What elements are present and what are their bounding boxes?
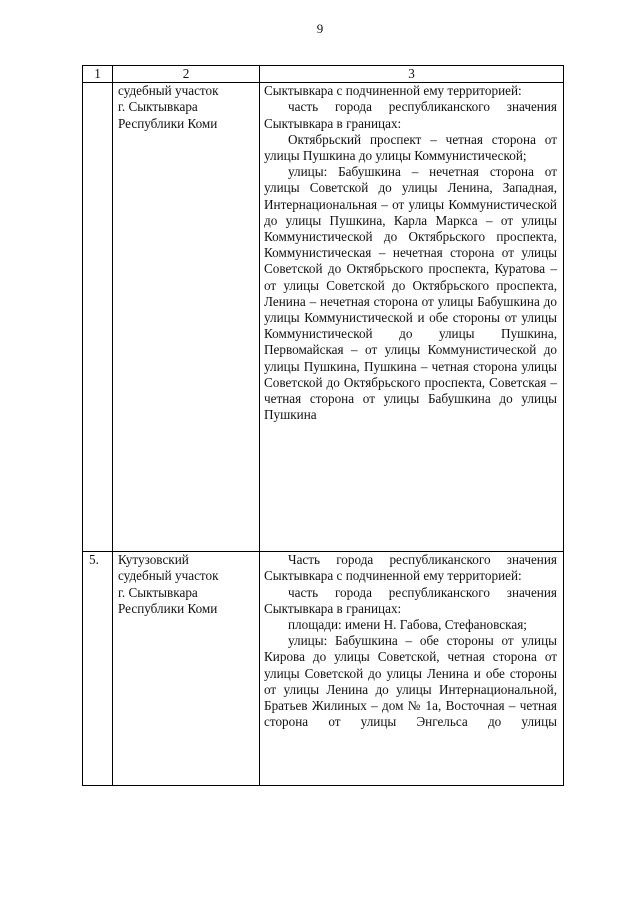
court-name-line: Республики Коми xyxy=(118,600,218,616)
table-row xyxy=(83,552,564,786)
court-name-line: Республики Коми xyxy=(118,115,218,131)
court-name-line: судебный участок xyxy=(118,568,219,584)
territory-paragraph: улицы: Бабушкина – обе стороны от улицы Кирова до улицы Советской, четная сторона от улицы Советской до улицы Ленина и обе стороны от улицы Ленина до улицы Интернациональной, Братьев Жилиных – дом № 1а, Восточная – четная сторона от улицы Энгельса до улицы xyxy=(264,633,557,730)
column-header-3: 3 xyxy=(260,66,564,83)
court-name-line: г. Сыктывкара xyxy=(118,584,198,600)
territory-paragraph: часть города республиканского значения Сыктывкара в границах: xyxy=(264,584,557,616)
row-number: 5. xyxy=(83,552,113,786)
territory-paragraph: улицы: Бабушкина – нечетная сторона от улицы Советской до улицы Ленина, Западная, Интернациональная – от улицы Коммунистической до улицы Пушкина, Карла Маркса – от улицы Коммунистической до Октябрьского проспекта, Коммунистическая – нечетная сторона от улицы Советской до Октябрьского проспекта, Куратова – от улицы Советской до Октябрьского проспекта, Ленина – нечетная сторона от улицы Бабушкина до улицы Коммунистической и обе стороны от улицы Коммунистической до улицы Пушкина, Первомайская – от улицы Коммунистической до улицы Пушкина, Пушкина – четная сторона улицы Советской до Октябрьского проспекта, Советская – четная сторона от улицы Бабушкина до улицы Пушкина xyxy=(264,164,557,423)
table-header-row xyxy=(83,66,564,83)
territory-paragraph: Сыктывкара с подчиненной ему территорией: xyxy=(264,83,522,99)
territory-paragraph: часть города республиканского значения Сыктывкара в границах: xyxy=(264,99,557,131)
table-row xyxy=(83,83,564,552)
row-number xyxy=(83,83,113,552)
territory-paragraph: Часть города республиканского значения Сыктывкара с подчиненной ему территорией: xyxy=(264,552,557,584)
court-name-line: Кутузовский xyxy=(118,552,189,568)
column-header-2: 2 xyxy=(113,66,260,83)
territory-description-cell xyxy=(260,552,564,786)
jurisdiction-table xyxy=(82,65,564,786)
column-header-1: 1 xyxy=(83,66,113,83)
court-name-line: судебный участок xyxy=(118,83,219,99)
territory-paragraph: площади: имени Н. Габова, Стефановская; xyxy=(288,617,527,633)
territory-description-cell xyxy=(260,83,564,552)
court-name-line: г. Сыктывкара xyxy=(118,99,198,115)
territory-paragraph: Октябрьский проспект – четная сторона от улицы Пушкина до улицы Коммунистической; xyxy=(264,131,557,164)
court-name-cell xyxy=(113,552,260,786)
page-number: 9 xyxy=(316,21,324,36)
court-name-cell xyxy=(113,83,260,552)
